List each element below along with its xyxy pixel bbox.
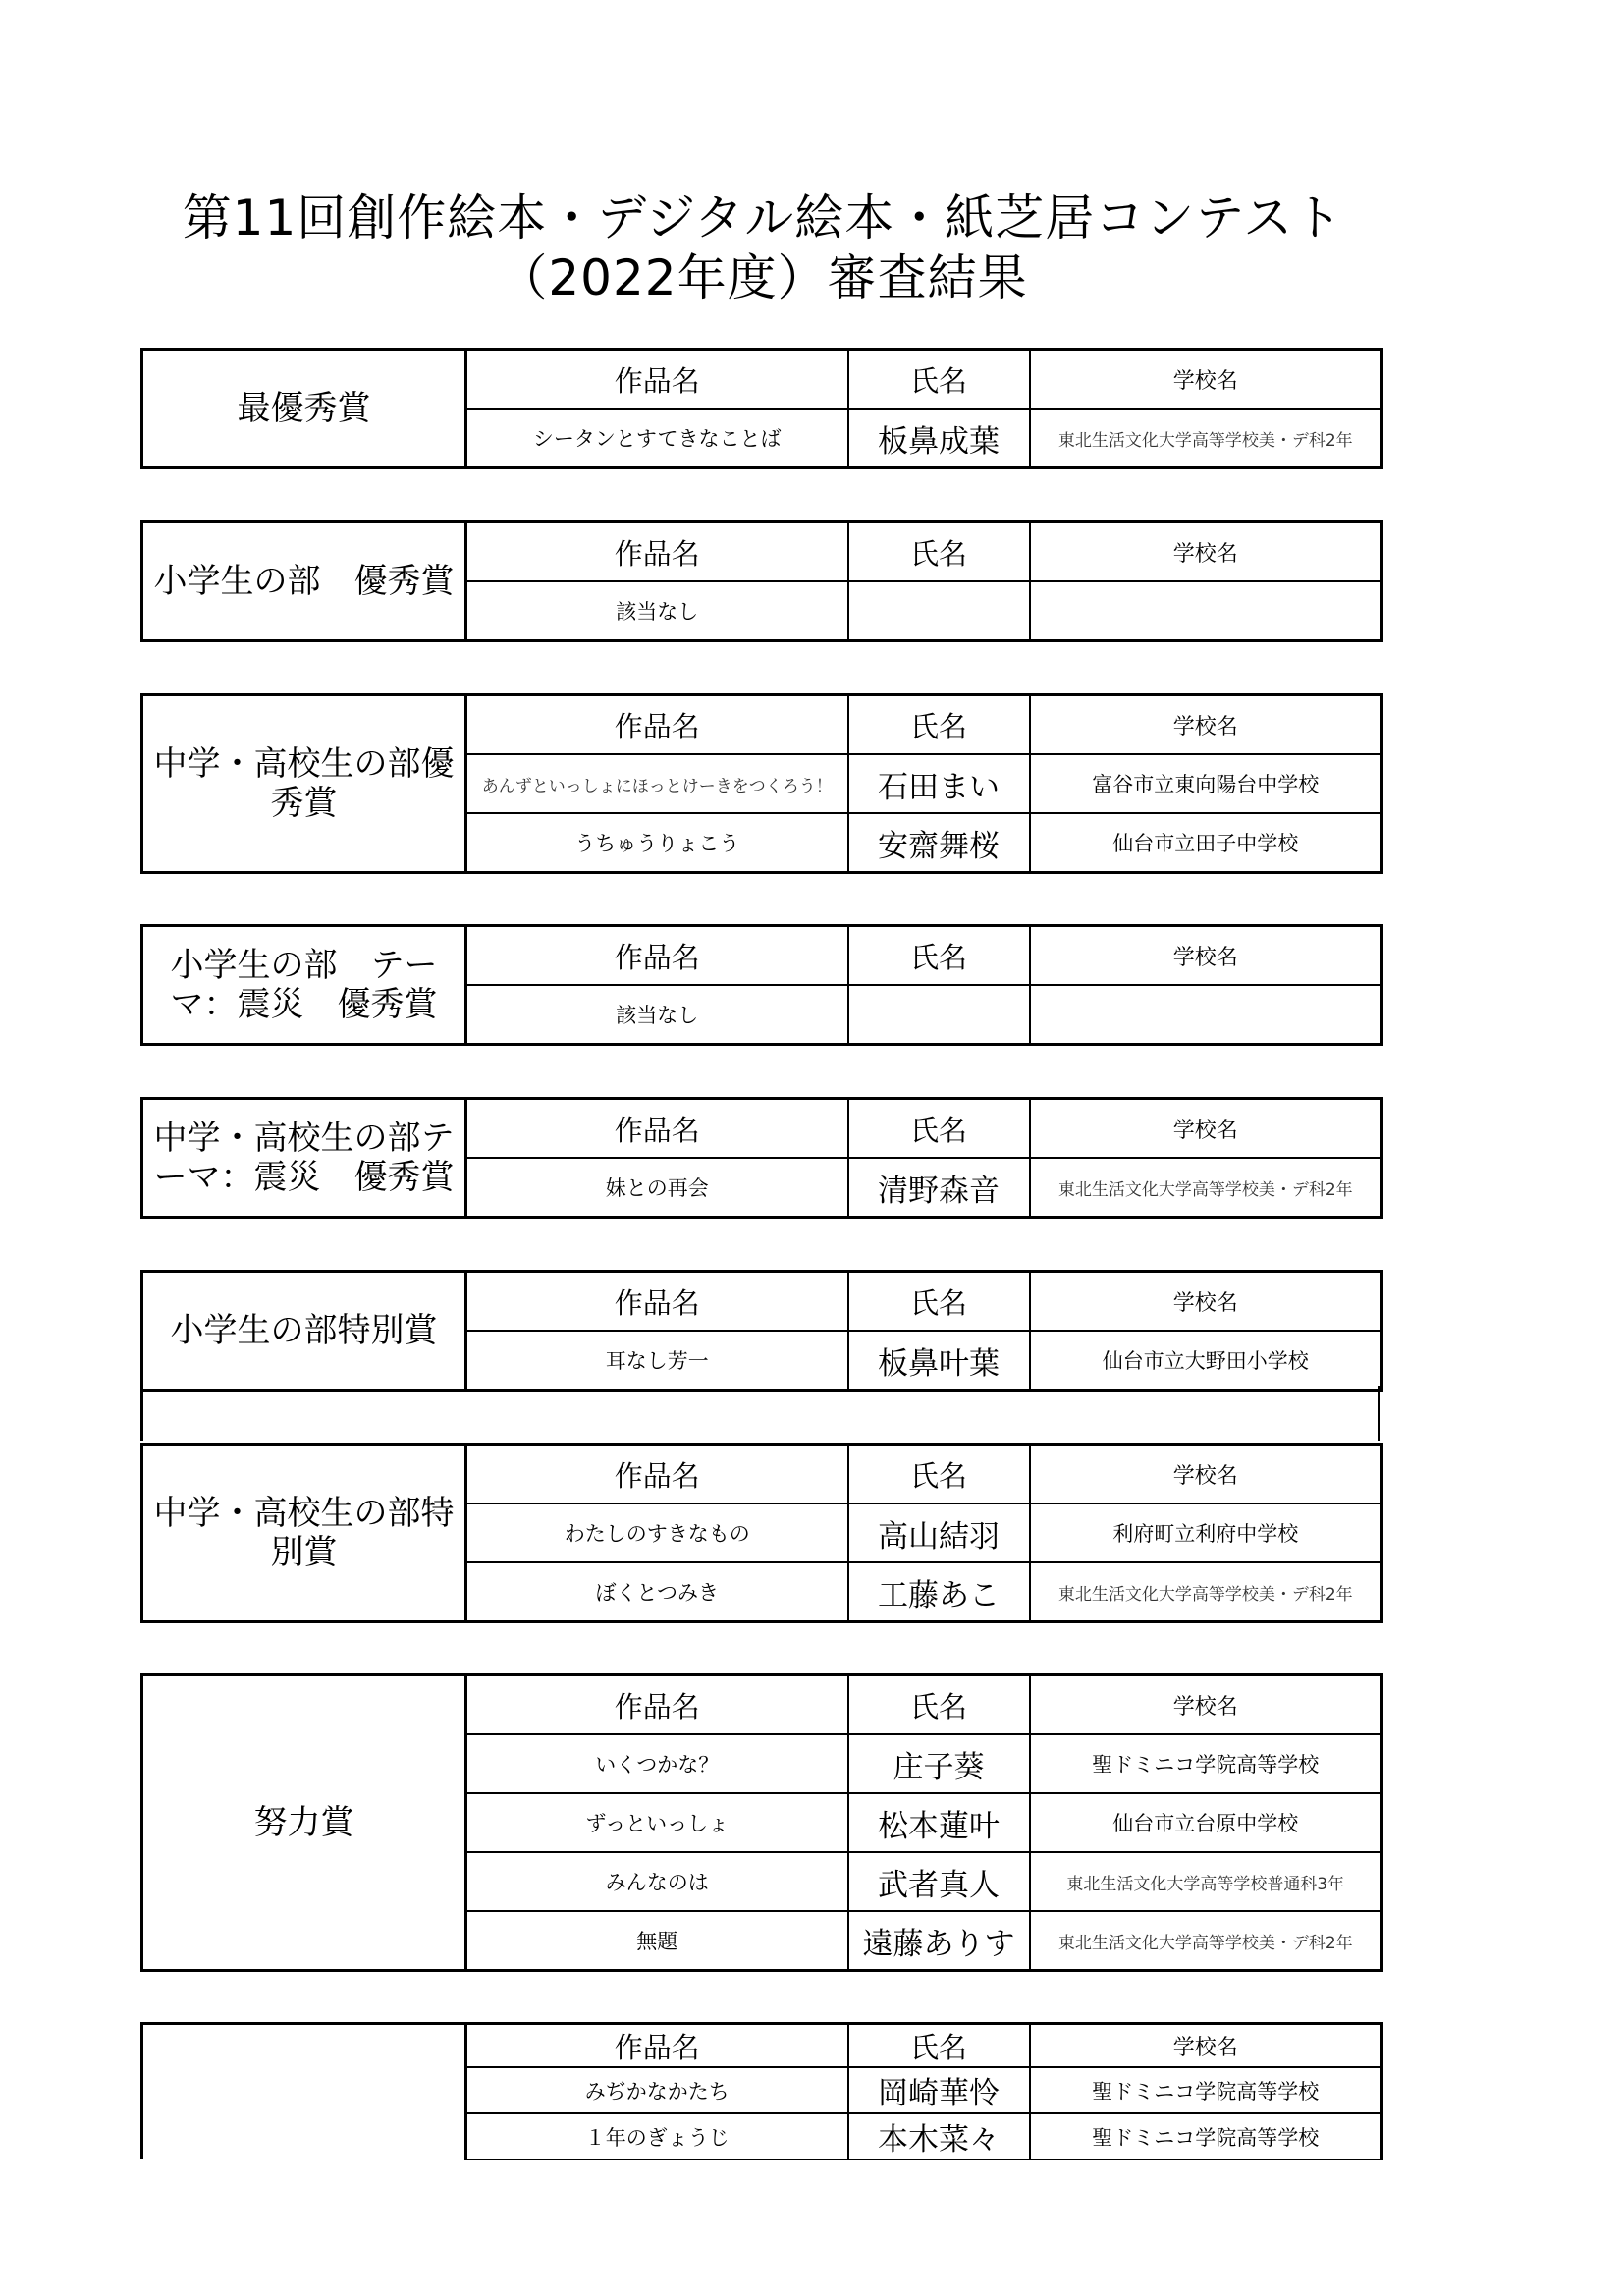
column-header-school: 学校名 [1030,1099,1382,1159]
column-header-work: 作品名 [466,926,848,986]
award-table [140,1673,1383,1972]
entry-work-title: 耳なし芳一 [466,1331,848,1391]
entry-name: 遠藤ありす [848,1911,1030,1971]
table-spacer-row [140,1386,1380,1441]
column-header-school: 学校名 [1030,1675,1382,1735]
entry-name: 石田まい [848,754,1030,813]
entry-school: 仙台市立台原中学校 [1030,1793,1382,1852]
entry-work-title: シータンとすてきなことば [466,409,848,468]
column-header-school: 学校名 [1030,695,1382,755]
entry-school: 仙台市立田子中学校 [1030,813,1382,873]
entry-school [1030,581,1382,641]
entry-name: 高山結羽 [848,1503,1030,1562]
award-table [140,520,1383,642]
page-subtitle: （2022年度）審査結果 [498,249,1028,306]
column-header-school: 学校名 [1030,926,1382,986]
award-category: 小学生の部 優秀賞 [142,522,466,641]
award-table [140,348,1383,469]
column-header-school: 学校名 [1030,1445,1382,1504]
column-header-name: 氏名 [848,926,1030,986]
column-header-work: 作品名 [466,1272,848,1332]
entry-work-title: あんずといっしょにほっとけーきをつくろう！ [466,754,848,813]
entry-school: 聖ドミニコ学院高等学校 [1030,1734,1382,1793]
entry-work-title: 該当なし [466,581,848,641]
entry-school: 東北生活文化大学高等学校普通科3年 [1030,1852,1382,1911]
entry-name [848,581,1030,641]
entry-work-title: 該当なし [466,985,848,1045]
page-title: 第11回創作絵本・デジタル絵本・紙芝居コンテスト [182,190,1344,246]
column-header-school: 学校名 [1030,1272,1382,1332]
column-header-work: 作品名 [466,695,848,755]
award-category: 中学・高校生の部優秀賞 [142,695,466,873]
entry-name [848,985,1030,1045]
entry-work-title: いくつかな？ [466,1734,848,1793]
entry-school: 聖ドミニコ学院高等学校 [1030,2067,1382,2113]
award-category: 中学・高校生の部テーマ：震災 優秀賞 [142,1099,466,1218]
column-header-school: 学校名 [1030,2024,1382,2068]
column-header-work: 作品名 [466,1675,848,1735]
entry-school: 東北生活文化大学高等学校美・デ科2年 [1030,1911,1382,1971]
entry-school: 利府町立利府中学校 [1030,1503,1382,1562]
column-header-school: 学校名 [1030,522,1382,582]
entry-name: 松本蓮叶 [848,1793,1030,1852]
column-header-work: 作品名 [466,522,848,582]
entry-work-title: うちゅうりょこう [466,813,848,873]
column-header-work: 作品名 [466,2024,848,2068]
column-header-name: 氏名 [848,350,1030,410]
column-header-name: 氏名 [848,1099,1030,1159]
entry-name: 板鼻叶葉 [848,1331,1030,1391]
award-category [142,2024,466,2160]
entry-school: 聖ドミニコ学院高等学校 [1030,2113,1382,2159]
entry-school [1030,985,1382,1045]
award-table [140,693,1383,874]
award-table [140,1097,1383,1219]
entry-school: 東北生活文化大学高等学校美・デ科2年 [1030,1562,1382,1622]
entry-school: 東北生活文化大学高等学校美・デ科2年 [1030,409,1382,468]
entry-name: 本木菜々 [848,2113,1030,2159]
entry-name: 岡崎華怜 [848,2067,1030,2113]
column-header-work: 作品名 [466,1099,848,1159]
award-category: 小学生の部 テーマ：震災 優秀賞 [142,926,466,1045]
award-table [140,1270,1383,1392]
column-header-name: 氏名 [848,522,1030,582]
column-header-name: 氏名 [848,1445,1030,1504]
column-header-work: 作品名 [466,350,848,410]
entry-work-title: 無題 [466,1911,848,1971]
entry-name: 庄子葵 [848,1734,1030,1793]
entry-work-title: わたしのすきなもの [466,1503,848,1562]
column-header-school: 学校名 [1030,350,1382,410]
award-category: 中学・高校生の部特別賞 [142,1445,466,1622]
entry-school: 東北生活文化大学高等学校美・デ科2年 [1030,1158,1382,1218]
column-header-name: 氏名 [848,1675,1030,1735]
entry-work-title: みんなのは [466,1852,848,1911]
entry-name: 工藤あこ [848,1562,1030,1622]
entry-work-title: みぢかなかたち [466,2067,848,2113]
entry-name: 清野森音 [848,1158,1030,1218]
entry-name: 安齋舞桜 [848,813,1030,873]
award-category: 小学生の部特別賞 [142,1272,466,1391]
column-header-name: 氏名 [848,695,1030,755]
entry-work-title: １年のぎょうじ [466,2113,848,2159]
entry-name: 板鼻成葉 [848,409,1030,468]
entry-work-title: 妹との再会 [466,1158,848,1218]
award-table [140,924,1383,1046]
entry-work-title: ずっといっしょ [466,1793,848,1852]
column-header-name: 氏名 [848,1272,1030,1332]
award-table [140,2022,1383,2160]
award-table [140,1443,1383,1623]
award-category: 努力賞 [142,1675,466,1971]
entry-work-title: ぼくとつみき [466,1562,848,1622]
column-header-name: 氏名 [848,2024,1030,2068]
entry-school: 富谷市立東向陽台中学校 [1030,754,1382,813]
award-category: 最優秀賞 [142,350,466,468]
column-header-work: 作品名 [466,1445,848,1504]
entry-name: 武者真人 [848,1852,1030,1911]
entry-school: 仙台市立大野田小学校 [1030,1331,1382,1391]
